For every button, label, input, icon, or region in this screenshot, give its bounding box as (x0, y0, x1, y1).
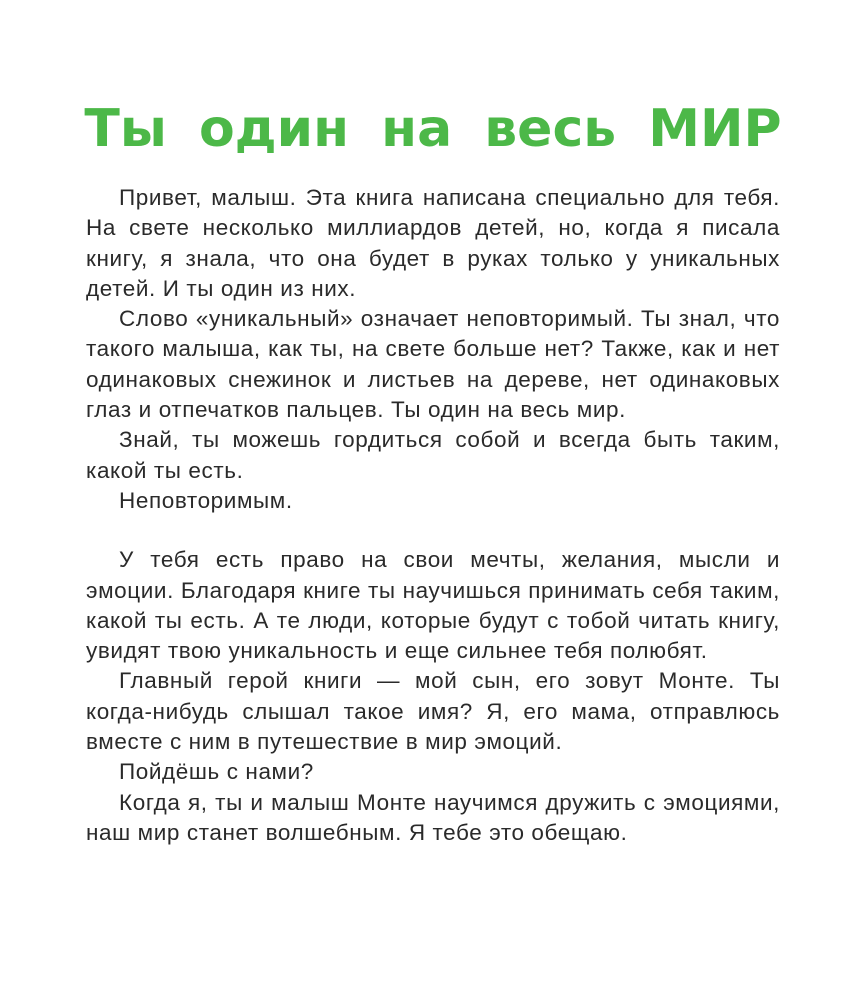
paragraph-invitation: Пойдёшь с нами? (119, 759, 314, 785)
paragraph-right-to-dreams: У тебя есть право на свои мечты, желания, мысли и эмоции. Благодаря книге ты научишься принимать себя таким, какой ты есть. А те люди, которые будут с тобой читать книгу, увидят твою уникальность и еще сильнее тебя полюбят. (86, 547, 780, 664)
body-text (86, 183, 780, 848)
paragraph-main-hero: Главный герой книги — мой сын, его зовут Монте. Ты когда-нибудь слышал такое имя? Я, его мама, отправлюсь вместе с ним в путешествие в мир эмоций. (86, 668, 780, 755)
page-title: Ты один на весь МИР (84, 99, 782, 159)
paragraph-greeting: Привет, малыш. Эта книга написана специально для тебя. На свете несколько миллиардов детей, но, когда я писала книгу, я знала, что она будет в руках только у уникальных детей. И ты один из них. (86, 185, 780, 301)
section-gap (86, 516, 780, 545)
paragraph-unique-meaning: Слово «уникальный» означает неповторимый. Ты знал, что такого малыша, как ты, на свете больше нет? Также, как и нет одинаковых снежинок и листьев на дереве, нет одинаковых глаз и отпечатков пальцев. Ты один на весь мир. (86, 306, 780, 423)
paragraph-promise: Когда я, ты и малыш Монте научимся дружить с эмоциями, наш мир станет волшебным. Я тебе это обещаю. (86, 789, 780, 845)
paragraph-unrepeatable: Неповторимым. (119, 487, 293, 513)
paragraph-be-proud: Знай, ты можешь гордиться собой и всегда быть таким, какой ты есть. (86, 427, 780, 483)
